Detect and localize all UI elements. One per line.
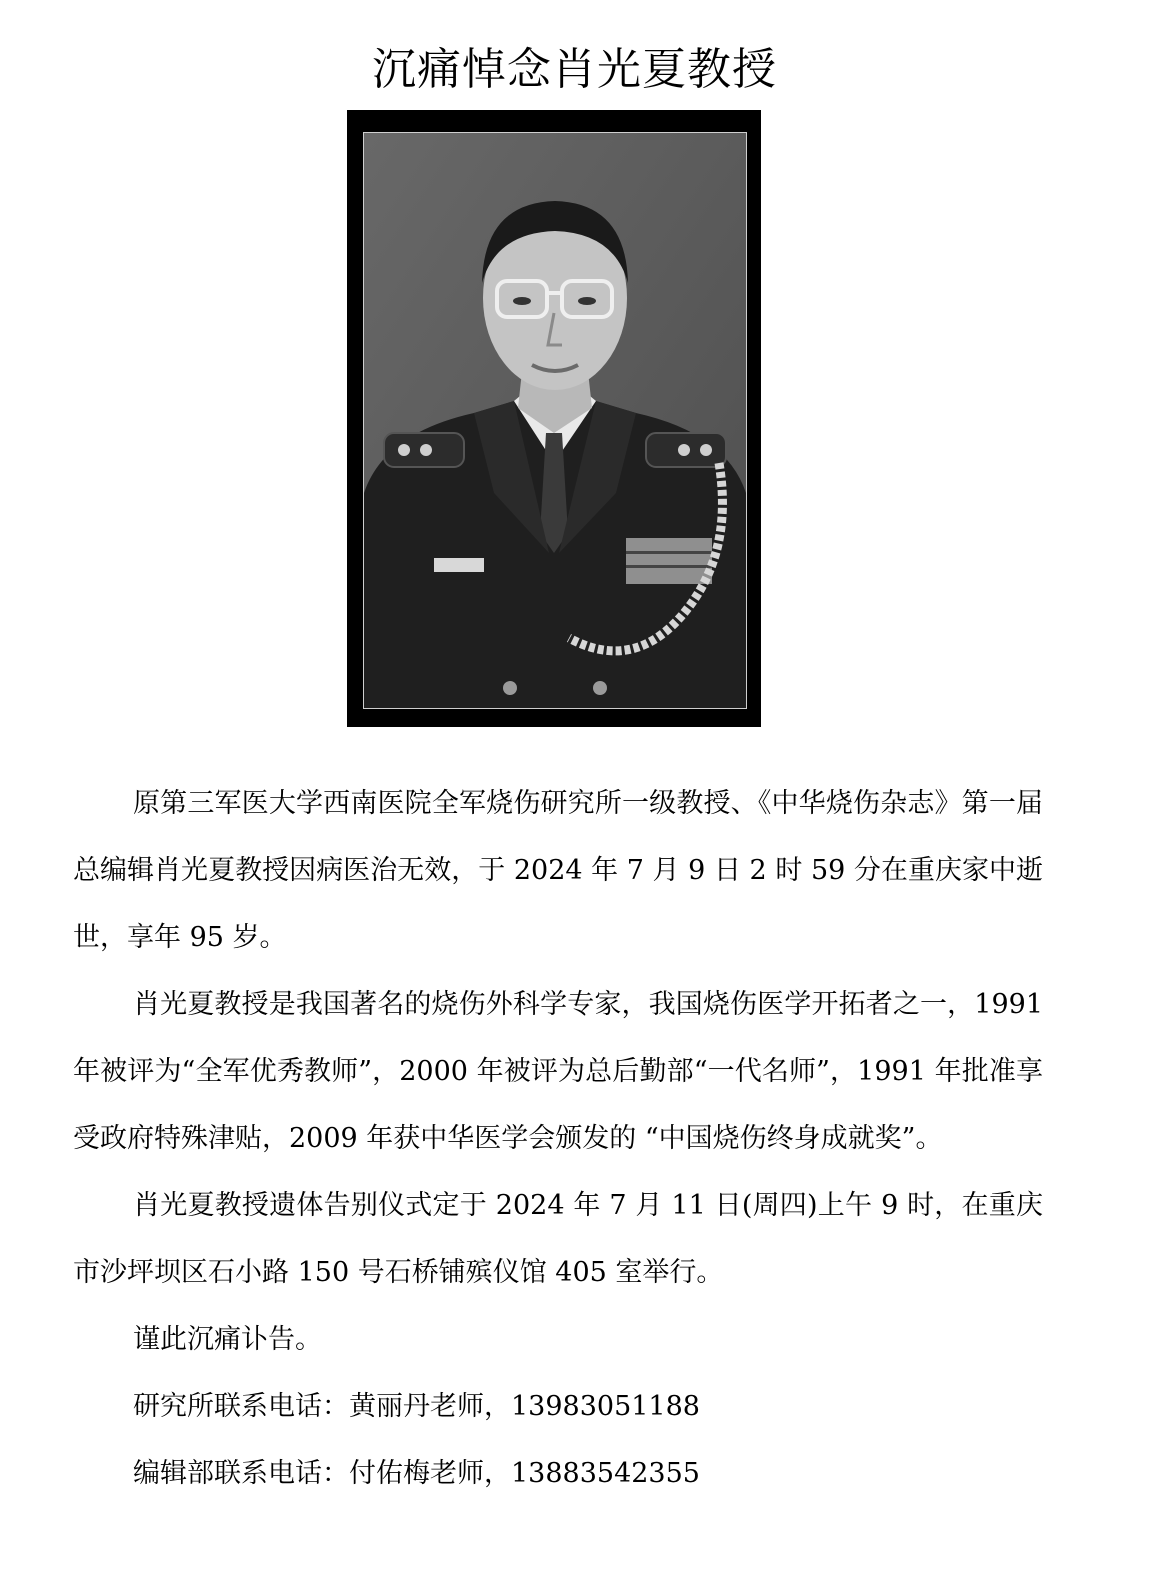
obituary-paragraph: 原第三军医大学西南医院全军烧伤研究所一级教授、《中华烧伤杂志》第一届总编辑肖光夏教授因病医治无效，于 2024 年 7 月 9 日 2 时 59 分在重庆家中逝世，享年 95 岁。 — [73, 788, 1043, 953]
closing-statement: 谨此沉痛讣告。 — [133, 1324, 322, 1355]
contact-line: 编辑部联系电话：付佑梅老师，13883542355 — [133, 1458, 700, 1489]
obituary-paragraph: 肖光夏教授是我国著名的烧伤外科学专家，我国烧伤医学开拓者之一，1991 年被评为“全军优秀教师”，2000 年被评为总后勤部“一代名师”，1991 年批准享受政府特殊津贴，2009 年获中华医学会颁发的 “中国烧伤终身成就奖”。 — [73, 989, 1043, 1154]
page-title: 沉痛悼念肖光夏教授 — [372, 44, 777, 95]
memorial-photo-frame — [347, 110, 761, 727]
obituary-paragraph: 肖光夏教授遗体告别仪式定于 2024 年 7 月 11 日(周四)上午 9 时，在重庆市沙坪坝区石小路 150 号石桥铺殡仪馆 405 室举行。 — [73, 1190, 1043, 1288]
portrait-photo — [363, 132, 747, 709]
contact-line: 研究所联系电话：黄丽丹老师，13983051188 — [133, 1391, 700, 1422]
memorial-portrait-icon — [364, 133, 746, 708]
obituary-body — [73, 770, 1043, 1507]
